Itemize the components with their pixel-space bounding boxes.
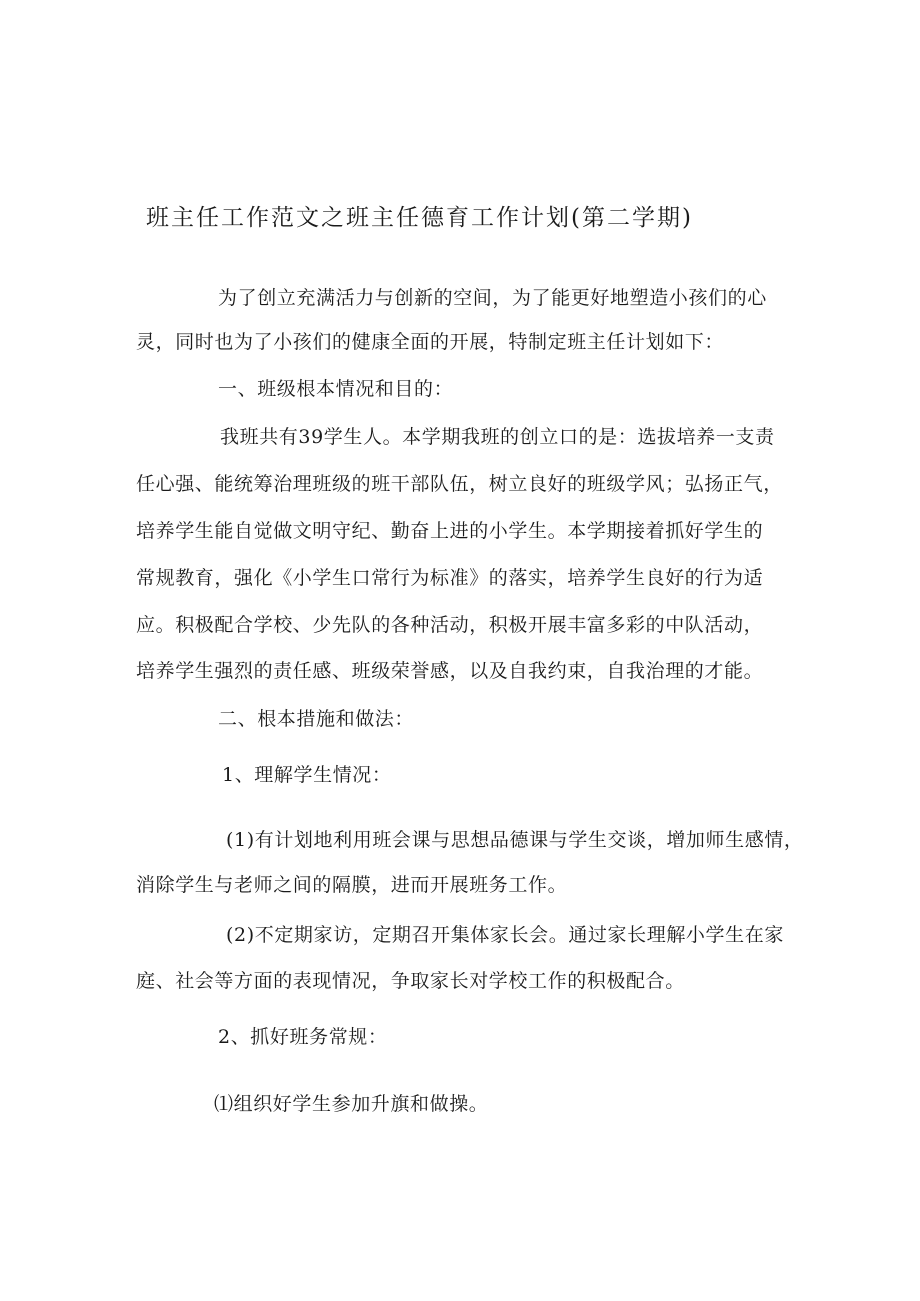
subsection-2-item-1: ⑴组织好学生参加升旗和做操。 <box>214 1093 489 1115</box>
subsection-1-item-2-line-1: (2)不定期家访，定期召开集体家长会。通过家长理解小学生在家 <box>226 924 784 946</box>
document-title: 班主任工作范文之班主任德育工作计划(第二学期) <box>146 205 693 231</box>
section-1-line-4: 常规教育，强化《小学生口常行为标准》的落实，培养学生良好的行为适 <box>136 567 764 589</box>
subsection-1-item-1-line-1: (1)有计划地利用班会课与思想品德课与学生交谈，增加师生感情， <box>226 829 804 851</box>
intro-line-1: 为了创立充满活力与创新的空间，为了能更好地塑造小孩们的心 <box>218 287 767 309</box>
section-1-line-1: 我班共有39学生人。本学期我班的创立口的是：选拔培养一支责 <box>220 426 775 448</box>
subsection-1-item-1-line-2: 消除学生与老师之间的隔膜，进而开展班务工作。 <box>136 874 568 896</box>
section-1-heading: 一、班级根本情况和目的： <box>218 378 454 400</box>
section-1-line-6: 培养学生强烈的责任感、班级荣誉感，以及自我约束，自我治理的才能。 <box>136 660 764 682</box>
section-1-line-5: 应。积极配合学校、少先队的各种活动，积极开展丰富多彩的中队活动， <box>136 614 764 636</box>
subsection-2-heading: 2、抓好班务常规： <box>218 1026 388 1048</box>
subsection-1-item-2-line-2: 庭、社会等方面的表现情况，争取家长对学校工作的积极配合。 <box>136 970 685 992</box>
subsection-1-heading: 1、理解学生情况： <box>222 764 392 786</box>
section-1-line-3: 培养学生能自觉做文明守纪、勤奋上进的小学生。本学期接着抓好学生的 <box>136 520 764 542</box>
section-1-line-2: 任心强、能统筹治理班级的班干部队伍，树立良好的班级学风；弘扬正气， <box>136 473 783 495</box>
intro-line-2: 灵，同时也为了小孩们的健康全面的开展，特制定班主任计划如下： <box>136 331 725 353</box>
section-2-heading: 二、根本措施和做法： <box>218 708 415 730</box>
